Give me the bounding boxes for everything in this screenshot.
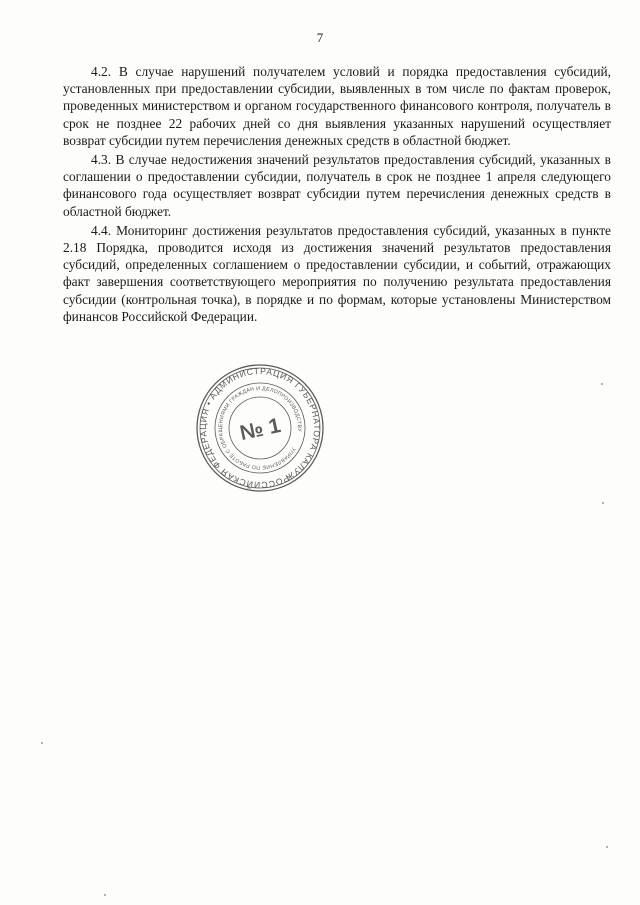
- scan-speck: [41, 742, 43, 744]
- seal-center-label: № 1: [237, 413, 283, 445]
- paragraph-4-2: 4.2. В случае нарушений получателем условий и порядка предоставления субсидий, установленных при предоставлении субсидии, выявленных в том числе по фактам проверок, проведенных министерством и органом государственного финансового контроля, получатель в срок не позднее 22 рабочих дней со дня выявления указанных нарушений осуществляет возврат субсидии путем перечисления денежных средств в областной бюджет.: [63, 64, 611, 148]
- scan-speck: [104, 894, 106, 896]
- scan-speck: [601, 383, 603, 385]
- official-seal: [195, 363, 325, 493]
- seal-outer-text: РОССИЙСКАЯ ФЕДЕРАЦИЯ • АДМИНИСТРАЦИЯ ГУБЕРНАТОРА КАЛУЖСКОЙ: [197, 365, 323, 491]
- seal-inner-text: УПРАВЛЕНИЕ ПО РАБОТЕ С ОБРАЩЕНИЯМИ ГРАЖДАН И ДЕЛОПРОИЗВОДСТВУ: [217, 385, 303, 471]
- page-number: 7: [316, 30, 324, 45]
- document-body: [63, 63, 611, 327]
- scan-speck: [602, 502, 604, 504]
- paragraph-4-3: 4.3. В случае недостижения значений результатов предоставления субсидий, указанных в соглашении о предоставлении субсидии, получатель в срок не позднее 1 апреля следующего финансового года осуществляет возврат субсидии путем перечисления денежных средств в областной бюджет.: [63, 152, 611, 219]
- scan-speck: [606, 846, 608, 848]
- paragraph-4-4: 4.4. Мониторинг достижения результатов предоставления субсидий, указанных в пункте 2.18 Порядка, проводится исходя из достижения значений результатов предоставления субсидий, определенных соглашением о предоставлении субсидии, и событий, отражающих факт завершения соответствующего мероприятия по получению результата предоставления субсидии (контрольная точка), в порядке и по формам, которые установлены Министерством финансов Российской Федерации.: [63, 222, 611, 324]
